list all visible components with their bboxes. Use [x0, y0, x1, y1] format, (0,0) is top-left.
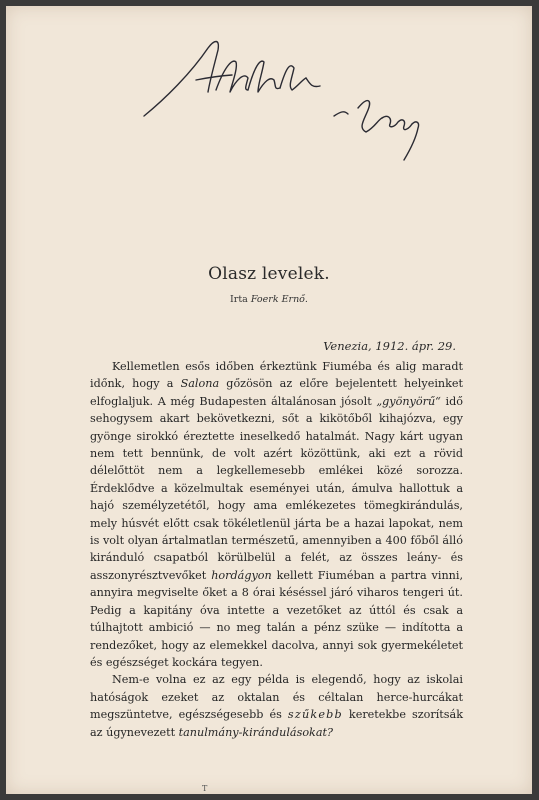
text-run: tanulmány-kirándulásokat?: [178, 725, 333, 739]
document-page: [6, 6, 532, 794]
text-run: Kellemetlen esős időben érkeztünk Fiuméba és alig maradt időnk, hogy a: [90, 360, 463, 391]
footer-mark: T: [202, 784, 208, 793]
paragraph-2: [90, 671, 463, 741]
byline-prefix: Irta: [230, 294, 248, 305]
text-run: „gyönyörű“: [376, 394, 441, 408]
text-run: keretekbe szorítsák az úgynevezett: [90, 708, 463, 739]
text-run: Nem-e volna ez az egy példa is elegendő, hogy az iskolai hatóságok ezeket az oktalan és céltalan herce-hurcákat megszüntetve, egészségesebb és: [90, 673, 463, 722]
text-run: idő sehogysem akart bekövetkezni, sőt a kikötőből kihajózva, egy gyönge sirokkó éreztette ineselkedő hatalmát. Nagy kárt ugyan nem tett bennünk, de volt azért közöttünk, aki ezt a rövid délelőttöt nem a legkellemesebb emlékei közé sorozza. Érdeklődve a közelmultak eseményei után, ámulva hallottuk a hajó személyzetétől, hogy ama emlékezetes tömegkirándulás, mely húsvét előtt csak tökéletlenül járta be a hazai lapokat, nem is volt olyan ártalmatlan természetű, amennyiben a 400 főből álló kiránduló csapatból körülbelül a felét, az összes leány- és asszonyrésztvevőket: [90, 394, 463, 582]
dateline: Venezia, 1912. ápr. 29.: [323, 339, 456, 353]
text-run: Salona: [180, 377, 220, 391]
article-body: [90, 358, 463, 741]
text-run: hordágyon: [211, 568, 272, 582]
text-run: kellett Fiuméban a partra vinni, annyira megviselte őket a 8 órai késéssel járó viharos tengeri út. Pedig a kapitány óva intette a vezetőket az úttól és csak a túlhajtott ambició — no meg talán a pénz szüke — indította a rendezőket, hogy az elemekkel dacolva, annyi sok gyermekéletet és egészséget kockára tegyen.: [90, 568, 463, 669]
text-run: szűkebb: [287, 708, 343, 722]
handwritten-signature: [136, 28, 436, 168]
byline-author: Foerk Ernő.: [250, 294, 308, 305]
paragraph-1: [90, 358, 463, 671]
text-run: gőzösön az előre bejelentett helyeinket elfoglaljuk. A még Budapesten általánosan jósolt: [90, 377, 463, 408]
article-title: Olasz levelek.: [208, 264, 330, 284]
byline: [6, 294, 532, 305]
